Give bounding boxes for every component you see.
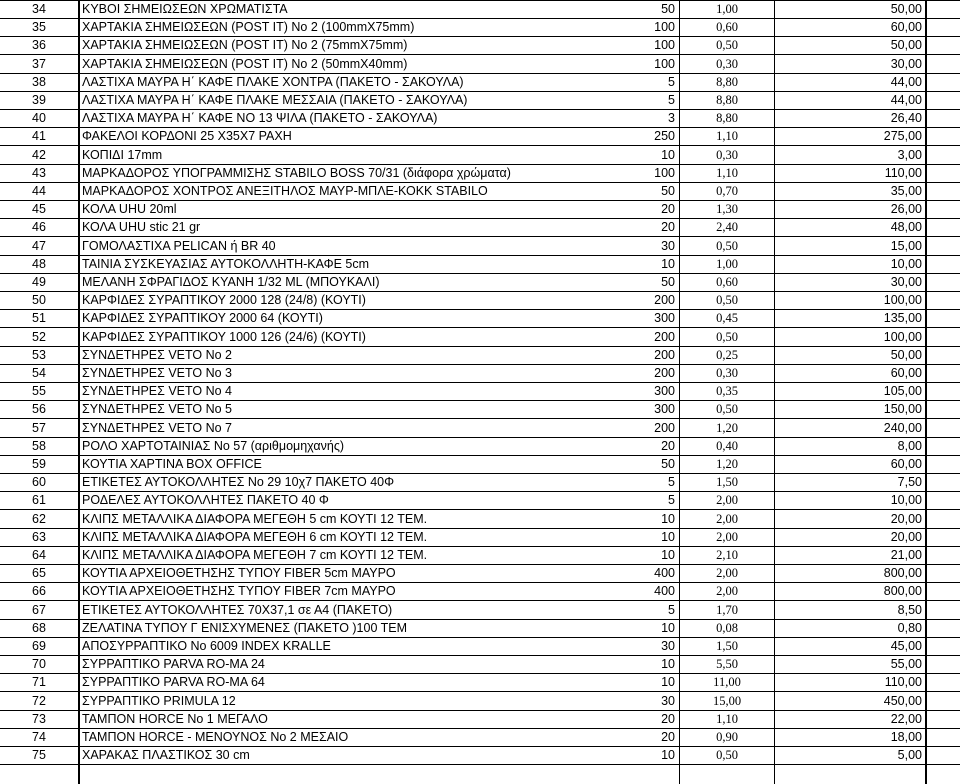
unit-price-cell: 1,20 [716, 457, 738, 471]
quantity-cell: 400 [654, 566, 675, 581]
item-description-cell: ΕΤΙΚΕΤΕΣ ΑΥΤΟΚΟΛΛΗΤΕΣ No 29 10χ7 ΠΑΚΕΤΟ 40Φ [82, 475, 395, 490]
quantity-cell: 200 [654, 366, 675, 380]
total-price-cell: 7,50 [897, 475, 922, 490]
unit-price-cell: 8,80 [716, 111, 738, 126]
quantity-cell: 5 [668, 493, 675, 508]
item-description-cell: ΚΟΠΙΔΙ 17mm [82, 147, 163, 162]
total-price-cell: 5,00 [897, 748, 922, 763]
item-description-cell: ΣΥΡΡΑΠΤΙΚΟ PRIMULA 12 [82, 693, 236, 708]
unit-price-cell: 2,10 [716, 548, 738, 562]
column-divider [774, 1, 775, 784]
table-row [0, 602, 960, 620]
item-description-cell: ΚΛΙΠΣ ΜΕΤΑΛΛΙΚΑ ΔΙΑΦΟΡΑ ΜΕΓΕΘΗ 6 cm ΚΟΥΤΙ 12 ΤΕΜ. [82, 529, 428, 544]
item-description-cell: ΤΑΜΠΟΝ HORCE - ΜΕΝΟΥΝΟΣ No 2 ΜΕΣΑΙΟ [82, 730, 349, 744]
quantity-cell: 10 [661, 675, 675, 690]
table-row [0, 329, 960, 347]
table-row [0, 274, 960, 292]
quantity-cell: 200 [654, 329, 675, 344]
unit-price-cell: 0,50 [716, 402, 738, 417]
unit-price-cell: 0,50 [716, 238, 738, 253]
table-row [0, 638, 960, 656]
row-number-cell: 50 [32, 293, 46, 308]
row-number-cell: 51 [32, 311, 46, 326]
row-number-cell: 73 [32, 711, 46, 726]
quantity-cell: 50 [661, 184, 675, 198]
quantity-cell: 100 [654, 20, 675, 35]
row-number-cell: 63 [32, 529, 46, 544]
item-description-cell: ΕΤΙΚΕΤΕΣ ΑΥΤΟΚΟΛΛΗΤΕΣ 70Χ37,1 σε Α4 (ΠΑΚΕΤΟ) [82, 602, 393, 617]
unit-price-cell: 2,00 [716, 529, 738, 544]
quantity-cell: 300 [654, 402, 675, 417]
item-description-cell: ΛΑΣΤΙΧΑ ΜΑΥΡΑ Η΄ ΚΑΦΕ ΠΛΑΚΕ ΧΟΝΤΡΑ (ΠΑΚΕΤΟ - ΣΑΚΟΥΛΑ) [82, 74, 464, 89]
row-number-cell: 47 [32, 238, 46, 253]
table-row [0, 128, 960, 146]
row-number-cell: 43 [32, 165, 46, 180]
table-row [0, 147, 960, 165]
row-number-cell: 68 [32, 620, 46, 635]
table-row [0, 201, 960, 219]
row-number-cell: 69 [32, 639, 46, 653]
total-price-cell: 800,00 [883, 566, 922, 581]
total-price-cell: 10,00 [890, 493, 922, 508]
row-number-cell: 59 [32, 457, 46, 471]
total-price-cell: 35,00 [890, 184, 922, 198]
row-number-cell: 54 [32, 366, 46, 380]
item-description-cell: ΑΠΟΣΥΡΡΑΠΤΙΚΟ No 6009 INDEX KRALLE [82, 639, 331, 653]
unit-price-cell: 0,90 [716, 730, 738, 744]
item-description-cell: ΚΟΥΤΙΑ ΑΡΧΕΙΟΘΕΤΗΣΗΣ ΤΥΠΟΥ FIBER 7cm ΜΑΥΡΟ [82, 584, 396, 599]
row-number-cell: 48 [32, 256, 46, 271]
table-row [0, 37, 960, 55]
unit-price-cell: 1,20 [716, 420, 738, 435]
row-number-cell: 52 [32, 329, 46, 344]
row-number-cell: 42 [32, 147, 46, 162]
unit-price-cell: 2,40 [716, 220, 738, 235]
table-row [0, 729, 960, 747]
item-description-cell: ΚΑΡΦΙΔΕΣ ΣΥΡΑΠΤΙΚΟΥ 2000 64 (ΚΟΥΤΙ) [82, 311, 323, 326]
item-description-cell: ΚΑΡΦΙΔΕΣ ΣΥΡΑΠΤΙΚΟΥ 2000 128 (24/8) (ΚΟΥΤΙ) [82, 293, 366, 308]
row-number-cell: 44 [32, 184, 46, 198]
row-number-cell: 56 [32, 402, 46, 417]
row-number-cell: 37 [32, 56, 46, 71]
total-price-cell: 10,00 [890, 256, 922, 271]
row-number-cell: 35 [32, 20, 46, 35]
table-row [0, 256, 960, 274]
quantity-cell: 50 [661, 457, 675, 471]
unit-price-cell: 5,50 [716, 657, 738, 672]
item-description-cell: ΣΥΝΔΕΤΗΡΕΣ VETO No 7 [82, 420, 232, 435]
quantity-cell: 200 [654, 347, 675, 362]
row-number-cell: 49 [32, 275, 46, 289]
item-description-cell: ΚΑΡΦΙΔΕΣ ΣΥΡΑΠΤΙΚΟΥ 1000 126 (24/6) (ΚΟΥΤΙ) [82, 329, 366, 344]
row-number-cell: 41 [32, 129, 46, 144]
quantity-cell: 10 [661, 147, 675, 162]
quantity-cell: 300 [654, 311, 675, 326]
table-row [0, 674, 960, 692]
quantity-cell: 200 [654, 420, 675, 435]
item-description-cell: ΚΛΙΠΣ ΜΕΤΑΛΛΙΚΑ ΔΙΑΦΟΡΑ ΜΕΓΕΘΗ 5 cm ΚΟΥΤΙ 12 ΤΕΜ. [82, 511, 428, 526]
quantity-cell: 20 [661, 730, 675, 744]
row-number-cell: 53 [32, 347, 46, 362]
quantity-cell: 300 [654, 384, 675, 399]
item-description-cell: ΧΑΡΤΑΚΙΑ ΣΗΜΕΙΩΣΕΩΝ (POST IT) No 2 (50mmX40mm) [82, 56, 408, 71]
total-price-cell: 22,00 [890, 711, 922, 726]
item-description-cell: ΜΑΡΚΑΔΟΡΟΣ ΥΠΟΓΡΑΜΜΙΣΗΣ STABILO BOSS 70/31 (διάφορα χρώματα) [82, 165, 511, 180]
total-price-cell: 15,00 [890, 238, 922, 253]
quantity-cell: 100 [654, 56, 675, 71]
quantity-cell: 50 [661, 2, 675, 16]
item-description-cell: ΖΕΛΑΤΙΝΑ ΤΥΠΟΥ Γ ΕΝΙΣΧΥΜΕΝΕΣ (ΠΑΚΕΤΟ )100 ΤΕΜ [82, 620, 408, 635]
item-description-cell: ΛΑΣΤΙΧΑ ΜΑΥΡΑ Η΄ ΚΑΦΕ ΠΛΑΚΕ ΜΕΣΣΑΙΑ (ΠΑΚΕΤΟ - ΣΑΚΟΥΛΑ) [82, 93, 468, 107]
table-row [0, 219, 960, 237]
total-price-cell: 20,00 [890, 511, 922, 526]
row-number-cell: 45 [32, 202, 46, 217]
table-row [0, 456, 960, 474]
total-price-cell: 105,00 [883, 384, 922, 399]
item-description-cell: ΜΑΡΚΑΔΟΡΟΣ ΧΟΝΤΡΟΣ ΑΝΕΞΙΤΗΛΟΣ ΜΑΥΡ-ΜΠΛΕ-ΚΟΚΚ STABILO [82, 184, 488, 198]
unit-price-cell: 11,00 [713, 675, 741, 690]
row-number-cell: 75 [32, 748, 46, 763]
quantity-cell: 10 [661, 748, 675, 763]
table-row [0, 365, 960, 383]
total-price-cell: 45,00 [890, 639, 922, 653]
row-number-cell: 57 [32, 420, 46, 435]
unit-price-cell: 0,30 [716, 56, 738, 71]
unit-price-cell: 0,60 [716, 20, 738, 35]
row-number-cell: 39 [32, 93, 46, 107]
table-row [0, 620, 960, 638]
item-description-cell: ΜΕΛΑΝΗ ΣΦΡΑΓΙΔΟΣ ΚΥΑΝΗ 1/32 ML (ΜΠΟΥΚΑΛΙ) [82, 275, 380, 289]
unit-price-cell: 0,50 [716, 38, 738, 53]
unit-price-cell: 8,80 [716, 93, 738, 107]
row-number-cell: 71 [32, 675, 46, 690]
total-price-cell: 50,00 [890, 2, 922, 16]
quantity-cell: 20 [661, 438, 675, 453]
total-price-cell: 50,00 [890, 38, 922, 53]
quantity-cell: 10 [661, 256, 675, 271]
table-row [0, 165, 960, 183]
table-row [0, 511, 960, 529]
total-price-cell: 100,00 [883, 293, 922, 308]
item-description-cell: ΧΑΡΑΚΑΣ ΠΛΑΣΤΙΚΟΣ 30 cm [82, 748, 250, 763]
row-number-cell: 61 [32, 493, 46, 508]
quantity-cell: 30 [661, 639, 675, 653]
row-number-cell: 55 [32, 384, 46, 399]
table-row [0, 92, 960, 110]
item-description-cell: ΚΟΥΤΙΑ ΑΡΧΕΙΟΘΕΤΗΣΗΣ ΤΥΠΟΥ FIBER 5cm ΜΑΥΡΟ [82, 566, 396, 581]
quantity-cell: 20 [661, 711, 675, 726]
table-row [0, 401, 960, 419]
unit-price-cell: 0,30 [716, 147, 738, 162]
item-description-cell: ΡΟΛΟ ΧΑΡΤΟΤΑΙΝΙΑΣ No 57 (αριθμομηχανής) [82, 438, 345, 453]
total-price-cell: 48,00 [890, 220, 922, 235]
row-number-cell: 66 [32, 584, 46, 599]
table-row [0, 529, 960, 547]
item-description-cell: ΛΑΣΤΙΧΑ ΜΑΥΡΑ Η΄ ΚΑΦΕ ΝΟ 13 ΨΙΛΑ (ΠΑΚΕΤΟ - ΣΑΚΟΥΛΑ) [82, 111, 438, 126]
unit-price-cell: 15,00 [712, 693, 742, 708]
row-number-cell: 62 [32, 511, 46, 526]
table-row [0, 383, 960, 401]
item-description-cell: ΧΑΡΤΑΚΙΑ ΣΗΜΕΙΩΣΕΩΝ (POST IT) No 2 (75mmX75mm) [82, 38, 408, 53]
quantity-cell: 20 [661, 202, 675, 217]
item-description-cell: ΚΟΛΑ UHU 20ml [82, 202, 177, 217]
unit-price-cell: 0,40 [716, 438, 738, 453]
total-price-cell: 60,00 [890, 457, 922, 471]
unit-price-cell: 1,00 [716, 2, 738, 16]
unit-price-cell: 1,10 [716, 711, 738, 726]
total-price-cell: 26,40 [890, 111, 922, 126]
unit-price-cell: 2,00 [716, 566, 738, 581]
total-price-cell: 3,00 [897, 147, 922, 162]
total-price-cell: 240,00 [883, 420, 922, 435]
total-price-cell: 60,00 [890, 20, 922, 35]
total-price-cell: 0,80 [897, 620, 922, 635]
quantity-cell: 50 [661, 275, 675, 289]
quantity-cell: 5 [668, 475, 675, 490]
item-description-cell: ΣΥΡΡΑΠΤΙΚΟ PARVA RO-MA 64 [82, 675, 265, 690]
table-row [0, 310, 960, 328]
total-price-cell: 450,00 [883, 693, 922, 708]
total-price-cell: 44,00 [890, 74, 922, 89]
unit-price-cell: 1,10 [716, 129, 738, 144]
column-divider [679, 1, 680, 784]
row-number-cell: 72 [32, 693, 46, 708]
item-description-cell: ΣΥΝΔΕΤΗΡΕΣ VETO No 2 [82, 347, 232, 362]
row-number-cell: 36 [32, 38, 46, 53]
row-number-cell: 34 [32, 2, 46, 16]
quantity-cell: 100 [654, 38, 675, 53]
table-row [0, 238, 960, 256]
unit-price-cell: 1,50 [716, 639, 738, 653]
row-number-cell: 67 [32, 602, 46, 617]
total-price-cell: 110,00 [884, 675, 922, 690]
unit-price-cell: 0,25 [716, 347, 738, 362]
row-number-cell: 38 [32, 74, 46, 89]
item-description-cell: ΣΥΝΔΕΤΗΡΕΣ VETO No 4 [82, 384, 232, 399]
item-description-cell: ΓΟΜΟΛΑΣΤΙΧΑ PELICAN ή BR 40 [82, 238, 276, 253]
item-description-cell: ΚΟΛΑ UHU stic 21 gr [82, 220, 201, 235]
table-row [0, 547, 960, 565]
total-price-cell: 8,50 [897, 602, 922, 617]
row-number-cell: 65 [32, 566, 46, 581]
table-row [0, 74, 960, 92]
total-price-cell: 135,00 [883, 311, 922, 326]
table-row [0, 747, 960, 765]
table-row [0, 347, 960, 365]
total-price-cell: 800,00 [883, 584, 922, 599]
column-divider [925, 1, 927, 784]
quantity-cell: 100 [654, 165, 675, 180]
table-row [0, 474, 960, 492]
item-description-cell: ΡΟΔΕΛΕΣ ΑΥΤΟΚΟΛΛΗΤΕΣ ΠΑΚΕΤΟ 40 Φ [82, 493, 329, 508]
column-divider [78, 1, 80, 784]
table-row [0, 656, 960, 674]
quantity-cell: 3 [668, 111, 675, 126]
table-row [0, 183, 960, 201]
quantity-cell: 250 [654, 129, 675, 144]
table-row [0, 292, 960, 310]
quantity-cell: 30 [661, 238, 675, 253]
unit-price-cell: 0,08 [716, 620, 738, 635]
unit-price-cell: 0,50 [716, 748, 738, 763]
item-description-cell: ΤΑΙΝΙΑ ΣΥΣΚΕΥΑΣΙΑΣ ΑΥΤΟΚΟΛΛΗΤΗ-ΚΑΦΕ 5cm [82, 256, 369, 271]
unit-price-cell: 1,30 [716, 202, 738, 217]
total-price-cell: 60,00 [890, 366, 922, 380]
table-row [0, 420, 960, 438]
quantity-cell: 10 [661, 548, 675, 562]
unit-price-cell: 2,00 [716, 511, 738, 526]
table-row [0, 565, 960, 583]
item-description-cell: ΦΑΚΕΛΟΙ ΚΟΡΔΟΝΙ 25 Χ35Χ7 ΡΑΧΗ [82, 129, 292, 144]
total-price-cell: 55,00 [890, 657, 922, 672]
item-description-cell: ΤΑΜΠΟΝ HORCE No 1 ΜΕΓΑΛΟ [82, 711, 268, 726]
unit-price-cell: 1,10 [716, 165, 738, 180]
row-number-cell: 70 [32, 657, 46, 672]
quantity-cell: 10 [661, 511, 675, 526]
total-price-cell: 30,00 [890, 275, 922, 289]
unit-price-cell: 0,45 [716, 311, 738, 326]
quantity-cell: 20 [661, 220, 675, 235]
quantity-cell: 10 [661, 657, 675, 672]
table-row [0, 711, 960, 729]
table-row [0, 1, 960, 19]
unit-price-cell: 1,00 [716, 256, 738, 271]
unit-price-cell: 0,50 [716, 329, 738, 344]
total-price-cell: 21,00 [890, 548, 922, 562]
unit-price-cell: 1,70 [716, 602, 738, 617]
total-price-cell: 20,00 [890, 529, 922, 544]
total-price-cell: 8,00 [897, 438, 922, 453]
total-price-cell: 150,00 [883, 402, 922, 417]
table-row [0, 19, 960, 37]
quantity-cell: 30 [661, 693, 675, 708]
total-price-cell: 18,00 [890, 730, 922, 744]
total-price-cell: 275,00 [883, 129, 922, 144]
row-number-cell: 60 [32, 475, 46, 490]
table-row [0, 56, 960, 74]
quantity-cell: 200 [654, 293, 675, 308]
unit-price-cell: 0,30 [716, 366, 738, 380]
item-description-cell: ΚΛΙΠΣ ΜΕΤΑΛΛΙΚΑ ΔΙΑΦΟΡΑ ΜΕΓΕΘΗ 7 cm ΚΟΥΤΙ 12 ΤΕΜ. [82, 548, 428, 562]
total-price-cell: 110,00 [884, 165, 922, 180]
quantity-cell: 5 [668, 74, 675, 89]
item-description-cell: ΣΥΝΔΕΤΗΡΕΣ VETO No 3 [82, 366, 232, 380]
quantity-cell: 10 [661, 529, 675, 544]
unit-price-cell: 0,35 [716, 384, 738, 399]
unit-price-cell: 0,60 [716, 275, 738, 289]
unit-price-cell: 2,00 [716, 584, 738, 599]
item-description-cell: ΚΥΒΟΙ ΣΗΜΕΙΩΣΕΩΝ ΧΡΩΜΑΤΙΣΤΑ [82, 2, 288, 16]
item-description-cell: ΣΥΡΡΑΠΤΙΚΟ PARVA RO-MA 24 [82, 657, 265, 672]
item-description-cell: ΚΟΥΤΙΑ ΧΑΡΤΙΝΑ BOX OFFICE [82, 457, 262, 471]
unit-price-cell: 0,70 [716, 184, 738, 198]
total-price-cell: 26,00 [890, 202, 922, 217]
table-row [0, 693, 960, 711]
quantity-cell: 5 [668, 93, 675, 107]
total-price-cell: 44,00 [890, 93, 922, 107]
total-price-cell: 50,00 [890, 347, 922, 362]
total-price-cell: 30,00 [890, 56, 922, 71]
table-row [0, 438, 960, 456]
unit-price-cell: 1,50 [716, 475, 738, 490]
row-number-cell: 74 [32, 730, 46, 744]
table-row [0, 110, 960, 128]
unit-price-cell: 8,80 [716, 74, 738, 89]
table-row [0, 492, 960, 510]
quantity-cell: 5 [668, 602, 675, 617]
item-description-cell: ΧΑΡΤΑΚΙΑ ΣΗΜΕΙΩΣΕΩΝ (POST IT) No 2 (100mmX75mm) [82, 20, 415, 35]
row-number-cell: 46 [32, 220, 46, 235]
row-number-cell: 40 [32, 111, 46, 126]
unit-price-cell: 2,00 [716, 493, 738, 508]
unit-price-cell: 0,50 [716, 293, 738, 308]
item-description-cell: ΣΥΝΔΕΤΗΡΕΣ VETO No 5 [82, 402, 232, 417]
quantity-cell: 400 [654, 584, 675, 599]
row-number-cell: 58 [32, 438, 46, 453]
row-number-cell: 64 [32, 548, 46, 562]
table-row [0, 583, 960, 601]
total-price-cell: 100,00 [883, 329, 922, 344]
quantity-cell: 10 [661, 620, 675, 635]
